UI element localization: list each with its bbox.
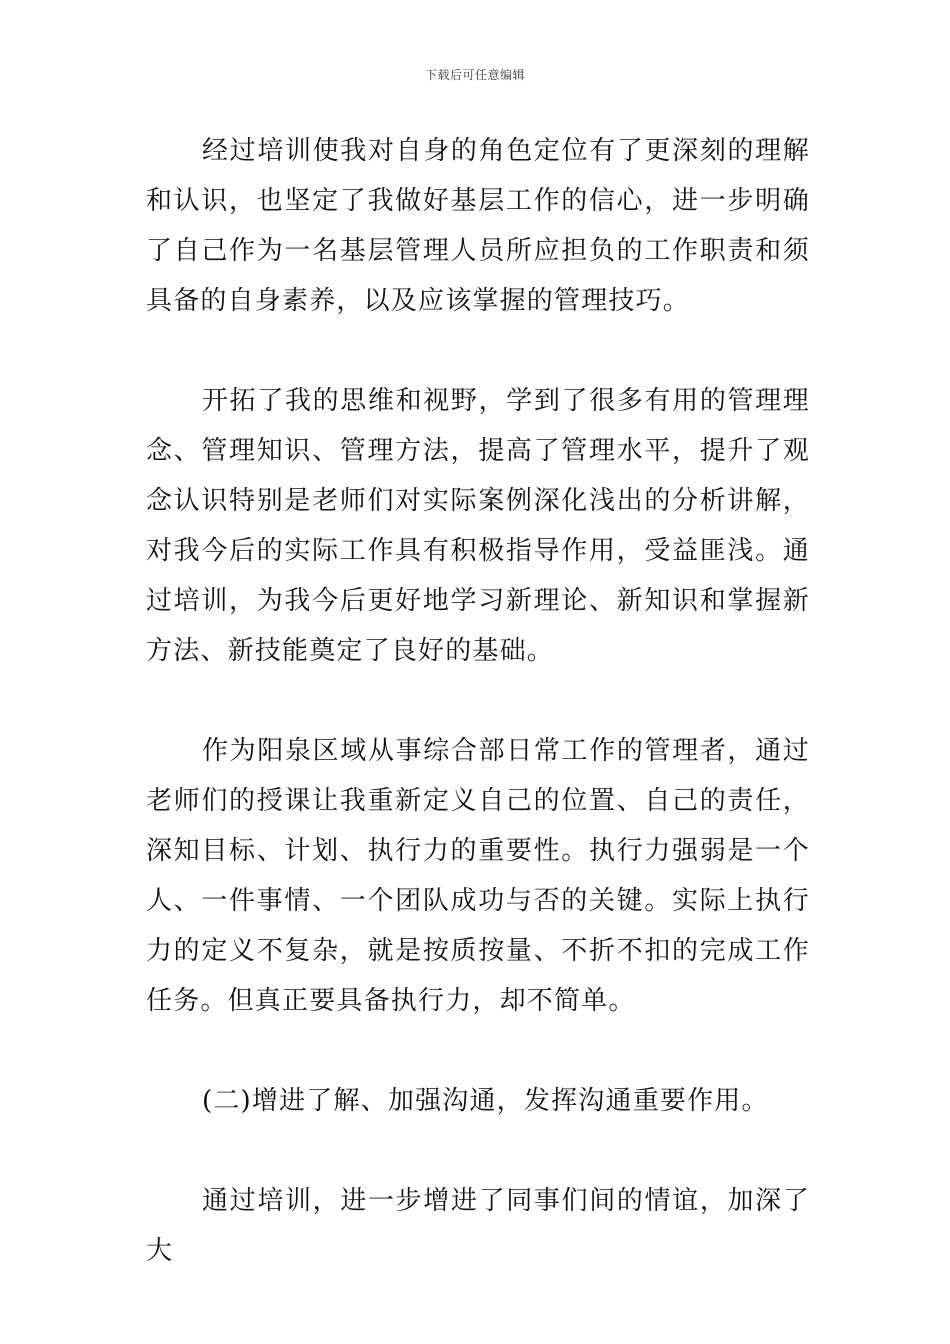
paragraph-role-positioning: 经过培训使我对自身的角色定位有了更深刻的理解和认识，也坚定了我做好基层工作的信心，进一步明确了自己作为一名基层管理人员所应担负的工作职责和须具备的自身素养，以及应该掌握的管理技巧。 — [146, 136, 810, 316]
page-header: 下载后可任意编辑 — [424, 68, 525, 82]
paragraph-colleague-friendship: 通过培训，进一步增进了同事们间的情谊，加深了大 — [146, 1186, 810, 1266]
paragraph-broadened-thinking: 开拓了我的思维和视野，学到了很多有用的管理理念、管理知识、管理方法，提高了管理水平，提升了观念认识特别是老师们对实际案例深化浅出的分析讲解，对我今后的实际工作具有积极指导作用，受益匪浅。通过培训，为我今后更好地学习新理论、新知识和掌握新方法、新技能奠定了良好的基础。 — [146, 386, 810, 666]
paragraph-execution-ability: 作为阳泉区域从事综合部日常工作的管理者，通过老师们的授课让我重新定义自己的位置、自己的责任，深知目标、计划、执行力的重要性。执行力强弱是一个人、一件事情、一个团队成功与否的关键。实际上执行力的定义不复杂，就是按质按量、不折不扣的完成工作任务。但真正要具备执行力，却不简单。 — [146, 736, 810, 1016]
section-heading-communication: (二)增进了解、加强沟通，发挥沟通重要作用。 — [202, 1086, 769, 1116]
